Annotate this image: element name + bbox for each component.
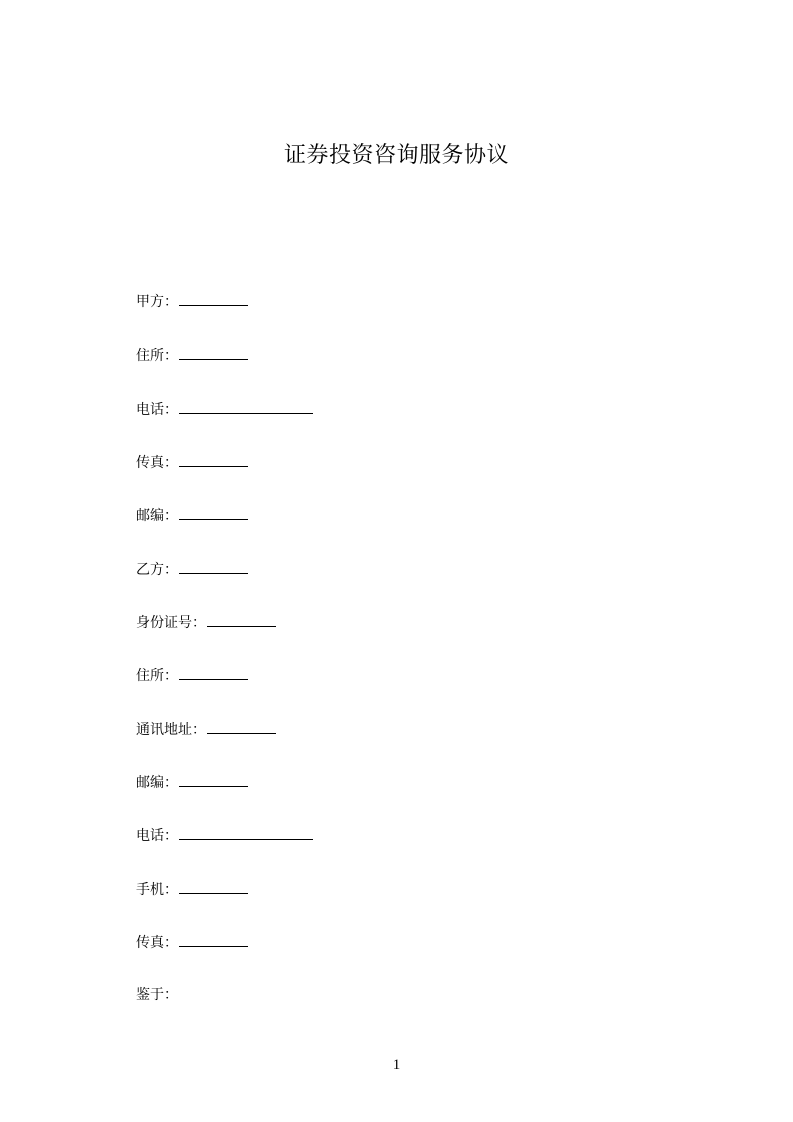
fill-in-blank xyxy=(179,399,313,414)
fill-in-blank xyxy=(179,879,248,894)
field-label: 手机： xyxy=(136,882,178,898)
field-party-a-postcode xyxy=(136,505,248,526)
field-party-a-phone xyxy=(136,399,313,420)
field-party-b xyxy=(136,559,248,580)
fill-in-blank xyxy=(207,612,276,627)
fill-in-blank xyxy=(179,932,248,947)
field-party-a-address xyxy=(136,345,248,366)
field-party-a xyxy=(136,291,248,312)
fill-in-blank xyxy=(179,452,248,467)
field-label: 传真： xyxy=(136,935,178,951)
field-label: 电话： xyxy=(136,828,178,844)
field-party-b-id-number xyxy=(136,612,276,633)
field-party-b-postcode xyxy=(136,772,248,793)
field-label: 身份证号： xyxy=(136,615,206,631)
fill-in-blank xyxy=(179,825,313,840)
field-label: 传真： xyxy=(136,455,178,471)
field-whereas xyxy=(136,985,178,1005)
fill-in-blank xyxy=(179,665,248,680)
field-label: 甲方： xyxy=(136,294,178,310)
field-party-b-address xyxy=(136,665,248,686)
field-party-a-fax xyxy=(136,452,248,473)
page-number: 1 xyxy=(392,1057,401,1073)
field-label: 通讯地址： xyxy=(136,722,206,738)
field-label: 住所： xyxy=(136,348,178,364)
fill-in-blank xyxy=(179,505,248,520)
field-party-b-fax xyxy=(136,932,248,953)
document-title: 证券投资咨询服务协议 xyxy=(283,143,509,168)
field-party-b-phone xyxy=(136,825,313,846)
fill-in-blank xyxy=(179,559,248,574)
field-label: 住所： xyxy=(136,668,178,684)
fill-in-blank xyxy=(179,345,248,360)
field-party-b-mobile xyxy=(136,879,248,900)
field-label: 邮编： xyxy=(136,508,178,524)
fill-in-blank xyxy=(179,291,248,306)
fill-in-blank xyxy=(207,719,276,734)
field-label: 乙方： xyxy=(136,562,178,578)
fill-in-blank xyxy=(179,772,248,787)
field-party-b-mailing-address xyxy=(136,719,276,740)
field-label: 鉴于： xyxy=(136,987,178,1003)
field-label: 邮编： xyxy=(136,775,178,791)
field-label: 电话： xyxy=(136,402,178,418)
